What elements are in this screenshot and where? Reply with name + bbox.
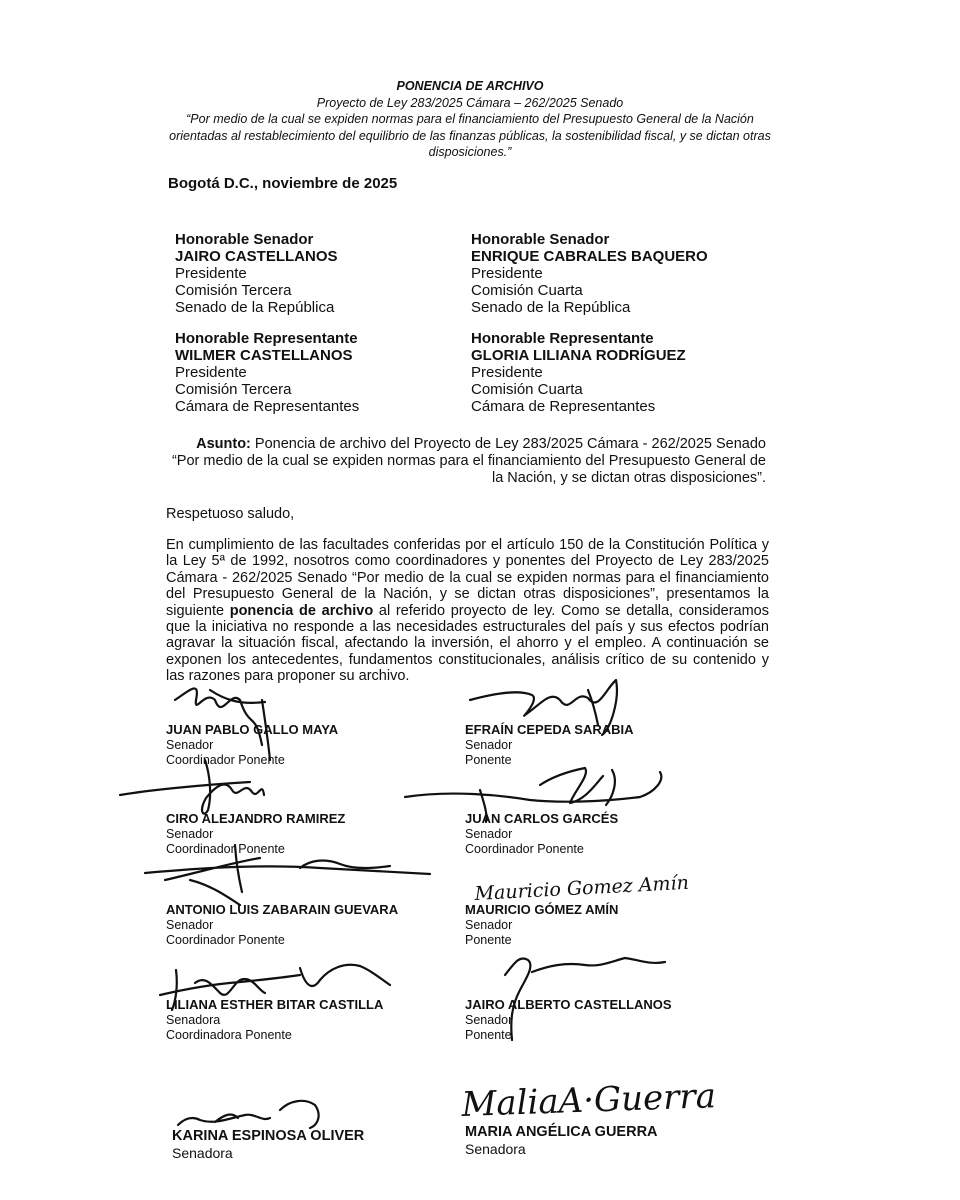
signatory [465,997,672,1044]
signatory-title: Senador [166,826,214,841]
subject-label: Asunto: [196,436,251,452]
signatory-role: Ponente [465,1028,512,1042]
signatory-name: CIRO ALEJANDRO RAMIREZ [166,811,346,826]
signatory-name: JUAN PABLO GALLO MAYA [166,722,339,737]
addressee-commission: Comisión Tercera [175,282,292,299]
signatory-role: Coordinador Ponente [166,933,285,947]
signatory-title: Senador [465,1012,513,1027]
addressee-honorific: Honorable Senador [175,231,314,248]
signatory-title: Senador [465,917,513,932]
addressee-commission: Comisión Cuarta [471,282,583,299]
place-date: Bogotá D.C., noviembre de 2025 [168,175,398,192]
signatory [166,997,383,1044]
body-paragraph [166,537,769,685]
project-subtitle-line-3: disposiciones.” [428,145,512,159]
signatory [465,902,618,949]
signatory-role: Ponente [465,933,512,947]
signatory-name: LILIANA ESTHER BITAR CASTILLA [166,997,384,1012]
signatory-role: Coordinador Ponente [465,842,584,856]
addressee-role: Presidente [175,265,247,282]
addressee-commission: Comisión Tercera [175,381,292,398]
signatory [465,1124,658,1158]
subject-line-2: “Por medio de la cual se expiden normas para el financiamiento del Presupuesto General de [171,453,766,469]
signatory-title: Senador [166,737,214,752]
signatory-name: MAURICIO GÓMEZ AMÍN [465,902,619,917]
project-reference: Proyecto de Ley 283/2025 Cámara – 262/2025 Senado [316,95,624,110]
signatory-name: KARINA ESPINOSA OLIVER [172,1128,365,1144]
addressee-honorific: Honorable Senador [471,231,610,248]
addressee-name: WILMER CASTELLANOS [175,347,353,364]
addressee-honorific: Honorable Representante [471,330,654,347]
greeting: Respetuoso saludo, [166,506,295,522]
signatory [166,811,345,858]
signatory-title: Senadora [465,1141,526,1157]
signatory [465,811,618,858]
signatory-title: Senadora [172,1145,233,1161]
body-text-part-1: En cumplimiento de las facultades conferidas por el artículo 150 de la Constitución Política y la Ley 5ª de 1992, nosotros como coordinadores y ponentes del Proyecto de Ley 283/2025 Cámara - 262/2025 Senado “Por medio de la cual se expiden normas para el financiamiento del Presupuesto General de la Nación, y se dictan otras disposiciones”, presentamos la siguiente [166,537,769,619]
addressee-name: ENRIQUE CABRALES BAQUERO [471,248,708,265]
signatory-role: Coordinador Ponente [166,753,285,767]
subject-line-3: la Nación, y se dictan otras disposiciones”. [491,470,766,486]
signature-espinosa [178,1101,319,1128]
signatory-role: Coordinadora Ponente [166,1028,292,1042]
signature-gomez-text: Mauricio Gomez Amín [474,871,690,905]
addressee-chamber: Cámara de Representantes [471,398,656,415]
subject-text: Ponencia de archivo del Proyecto de Ley 283/2025 Cámara - 262/2025 Senado [254,436,766,452]
signatory-name: JUAN CARLOS GARCÉS [465,811,619,826]
signatory-name: MARIA ANGÉLICA GUERRA [465,1124,658,1140]
addressee-block [471,231,708,316]
signatory-role: Coordinador Ponente [166,842,285,856]
addressee-block [175,231,338,316]
addressee-block [471,330,686,415]
signatory-title: Senador [465,826,513,841]
document-title: PONENCIA DE ARCHIVO [396,79,544,93]
addressee-chamber: Senado de la República [471,299,631,316]
addressee-commission: Comisión Cuarta [471,381,583,398]
subject-block [166,436,766,487]
project-subtitle-line-1: “Por medio de la cual se expiden normas para el financiamiento del Presupuesto General de la Nación [186,112,754,126]
addressee-role: Presidente [471,364,543,381]
signatory [166,722,338,769]
addressee-chamber: Senado de la República [175,299,335,316]
addressee-honorific: Honorable Representante [175,330,358,347]
addressee-role: Presidente [471,265,543,282]
addressee-chamber: Cámara de Representantes [175,398,360,415]
signatory-role: Ponente [465,753,512,767]
signature-guerra-text: MaliaA·Guerra [460,1076,717,1125]
addressee-name: GLORIA LILIANA RODRÍGUEZ [471,347,686,364]
subject-line-1 [166,436,766,453]
document-header [150,78,790,161]
signatory [172,1128,364,1162]
signatory-title: Senador [166,917,214,932]
body-text-part-2: al referido proyecto de ley. Como se detalla, consideramos que la iniciativa no responde a las necesidades estructurales del país y sus efectos podrían agravar la situación fiscal, afectando la inversión, el ahorro y el empleo. A continuación se exponen los antecedentes, fundamentos constitucionales, análisis crítico de su contenido y las razones para proponer su archivo. [166,602,769,685]
addressee-name: JAIRO CASTELLANOS [175,248,338,265]
signatory-title: Senadora [166,1012,221,1027]
addressee-role: Presidente [175,364,247,381]
addressee-block [175,330,359,415]
signatory-name: EFRAÍN CEPEDA SARABIA [465,722,634,737]
signatory [166,902,398,949]
signatory-name: JAIRO ALBERTO CASTELLANOS [465,997,672,1012]
signatory [465,722,634,769]
signatory-name: ANTONIO LUIS ZABARAIN GUEVARA [166,902,399,917]
signatory-title: Senador [465,737,513,752]
body-emphasis: ponencia de archivo [229,602,374,619]
project-subtitle-line-2: orientadas al restablecimiento del equilibrio de las finanzas públicas, la sostenibilidad fiscal, y se dictan otras [169,128,771,143]
